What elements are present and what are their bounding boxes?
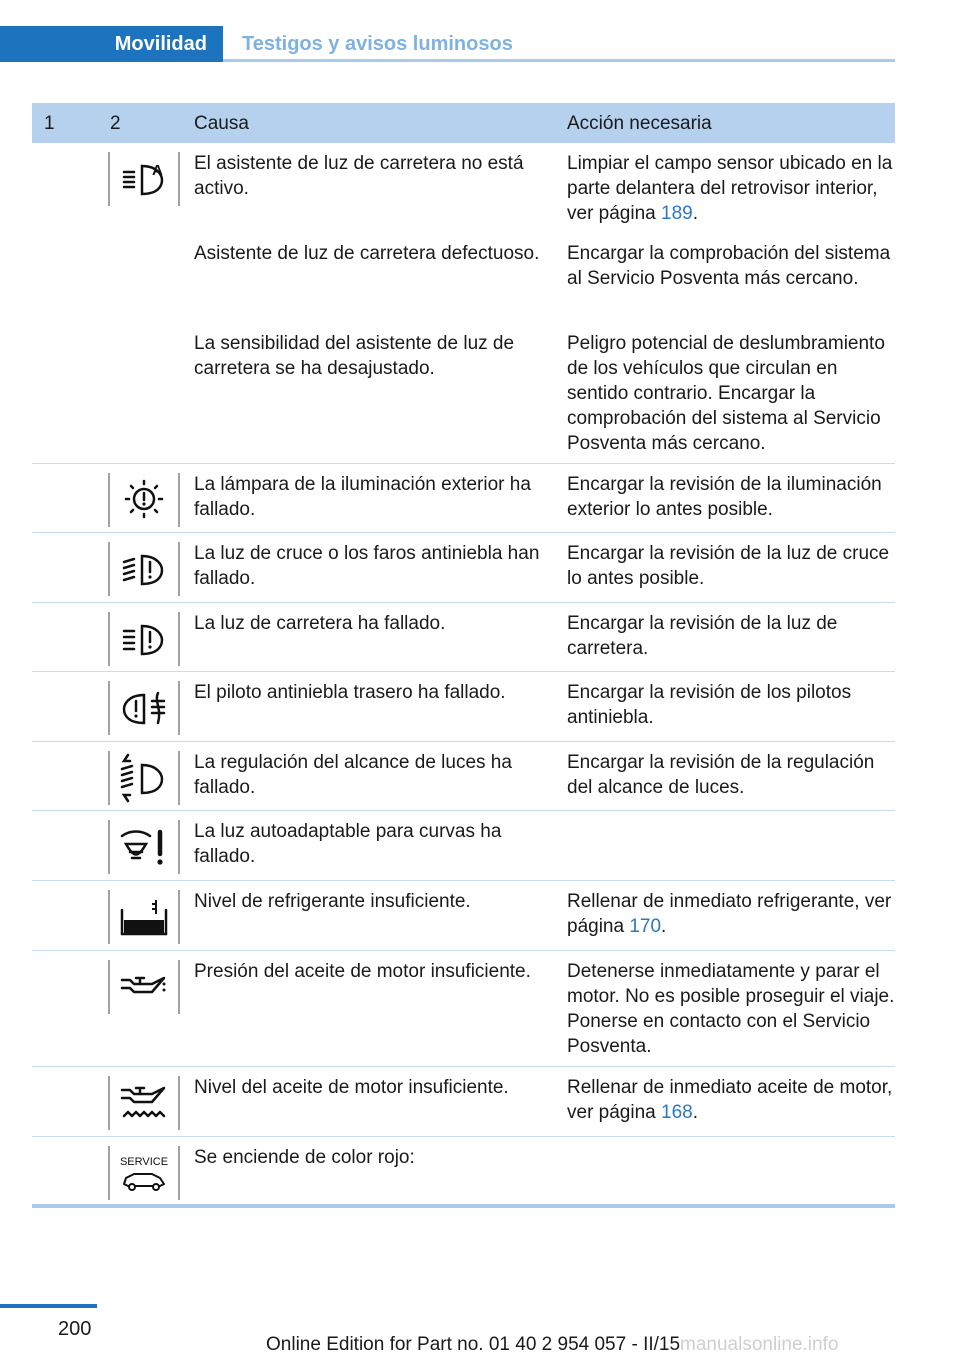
- cause-text: La sensibilidad del asistente de luz de carretera se ha desajustado.: [194, 333, 515, 379]
- cause-text: La luz autoadaptable para curvas ha fallado.: [194, 821, 502, 867]
- edition-note: Online Edition for Part no. 01 40 2 954 057 - II/15: [266, 1334, 681, 1355]
- adaptive-curve-light-icon: [108, 818, 180, 876]
- cause-text: Nivel del aceite de motor insuficiente.: [194, 1077, 509, 1098]
- cause-text: La regulación del alcance de luces ha fallado.: [194, 752, 512, 798]
- page-link[interactable]: 170: [629, 916, 662, 937]
- col-cause-header: Causa: [194, 113, 249, 134]
- table-row: [32, 741, 895, 811]
- action-text: Limpiar el campo sensor ubicado en la parte delantera del retrovisor interior, ver página 189.: [567, 153, 893, 224]
- watermark: manualsonline.info: [680, 1334, 839, 1355]
- table-bottom-rule: [32, 1204, 895, 1208]
- page-header: [0, 26, 895, 62]
- cause-text: Presión del aceite de motor insuficiente.: [194, 961, 531, 982]
- table-header: [32, 103, 895, 143]
- cause-text: La luz de cruce o los faros antiniebla han fallado.: [194, 543, 540, 589]
- table-row: [32, 810, 895, 881]
- action-text: Encargar la revisión de la iluminación exterior lo antes posible.: [567, 474, 882, 520]
- page-link[interactable]: 168: [661, 1102, 693, 1123]
- cause-text: Nivel de refrigerante insuficiente.: [194, 891, 471, 912]
- action-text: Rellenar de inmediato refrigerante, ver página 170.: [567, 891, 892, 937]
- action-text: Encargar la revisión de la regulación del alcance de luces.: [567, 752, 875, 798]
- headlight-range-control-icon: [108, 749, 180, 807]
- table-row: [32, 532, 895, 603]
- action-text: Encargar la comprobación del sistema al Servicio Posventa más cercano.: [567, 243, 891, 289]
- exterior-lamp-failure-icon: [108, 471, 180, 529]
- page-number: 200: [58, 1318, 92, 1340]
- cause-text: El piloto antiniebla trasero ha fallado.: [194, 682, 506, 703]
- rear-fog-light-failure-icon: [108, 679, 180, 737]
- col-2-header: 2: [110, 113, 121, 134]
- action-text: Encargar la revisión de la luz de cruce lo antes posible.: [567, 543, 890, 589]
- action-text: Peligro potencial de deslumbramiento de los vehículos que circulan en sentido contrario. Encargar la comprobación del sistema al Servicio Posventa más cercano.: [567, 333, 885, 454]
- table-row: [32, 1136, 895, 1205]
- oil-pressure-icon: [108, 958, 180, 1016]
- high-beam-assistant-icon: [108, 150, 180, 208]
- cause-text: La lámpara de la iluminación exterior ha fallado.: [194, 474, 531, 520]
- table-row: [32, 880, 895, 951]
- footer-accent: [0, 1304, 97, 1308]
- action-text: Detenerse inmediatamente y parar el motor. No es posible proseguir el viaje. Ponerse en contacto con el Servicio Posventa.: [567, 961, 895, 1057]
- table-row: [32, 463, 895, 533]
- service-icon: [108, 1144, 180, 1202]
- table-row: [32, 671, 895, 742]
- cause-text: Asistente de luz de carretera defectuoso.: [194, 243, 540, 264]
- section-tab[interactable]: Movilidad: [0, 26, 223, 62]
- svg-text:A: A: [152, 162, 163, 179]
- action-text: Encargar la revisión de los pilotos antiniebla.: [567, 682, 852, 728]
- action-text: Encargar la revisión de la luz de carretera.: [567, 613, 838, 659]
- subsection-tab[interactable]: Testigos y avisos luminosos: [242, 32, 513, 55]
- low-beam-failure-icon: [108, 540, 180, 598]
- cause-text: La luz de carretera ha fallado.: [194, 613, 446, 634]
- cause-text: Se enciende de color rojo:: [194, 1147, 415, 1168]
- table-row: [32, 602, 895, 672]
- table-row: [32, 1066, 895, 1137]
- page-link[interactable]: 189: [661, 203, 693, 224]
- coolant-level-icon: [108, 888, 180, 946]
- cause-text: El asistente de luz de carretera no está activo.: [194, 153, 524, 199]
- high-beam-failure-icon: [108, 610, 180, 668]
- oil-level-icon: [108, 1074, 180, 1132]
- header-divider: [223, 59, 895, 62]
- action-text: Rellenar de inmediato aceite de motor, ver página 168.: [567, 1077, 893, 1123]
- service-icon-label: SERVICE: [119, 1156, 169, 1168]
- col-1-header: 1: [44, 113, 55, 134]
- table-row: [32, 143, 895, 463]
- table-row: [32, 950, 895, 1067]
- col-action-header: Acción necesaria: [567, 113, 712, 134]
